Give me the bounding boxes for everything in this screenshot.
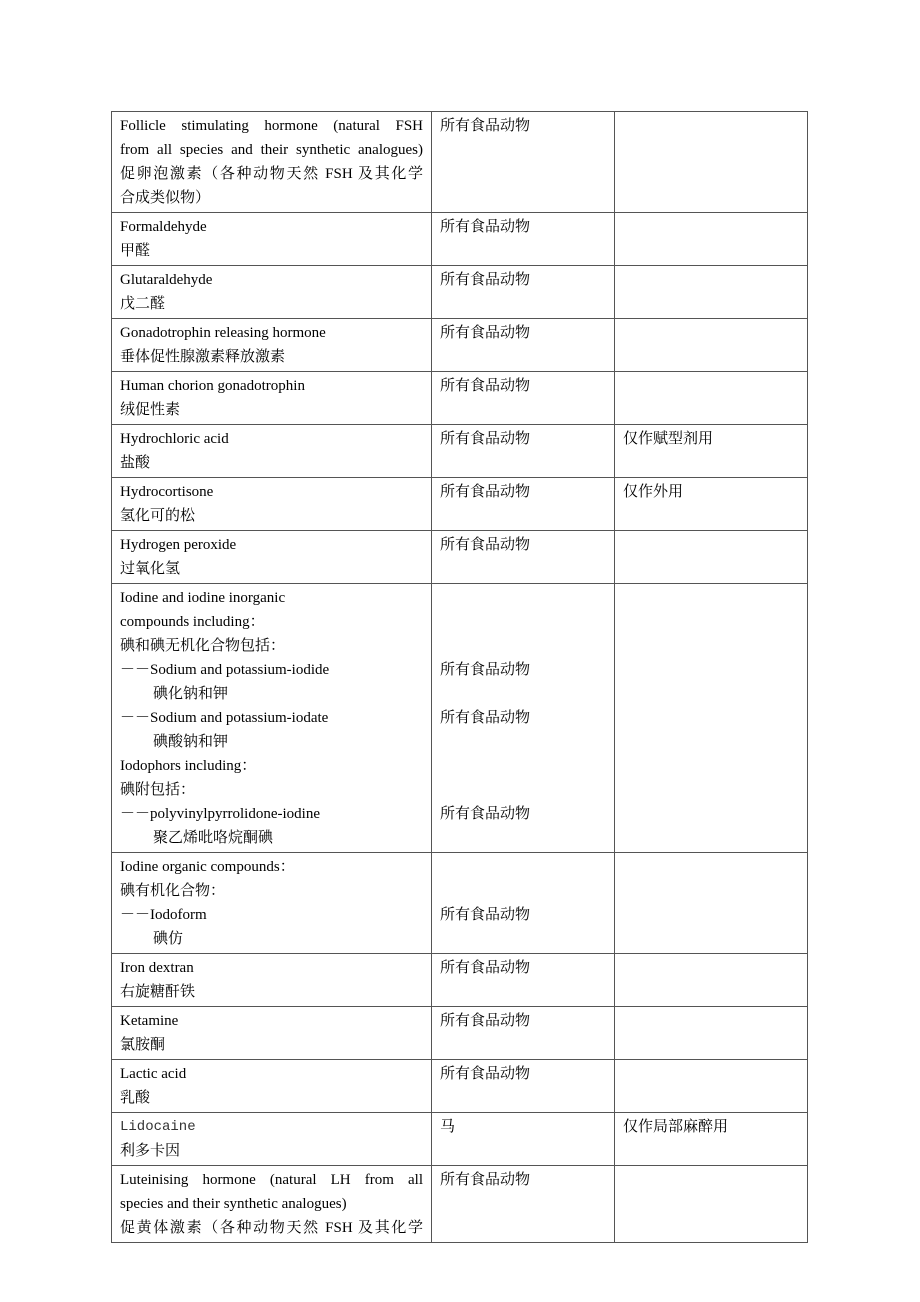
table-row [112, 531, 808, 584]
substance-cell: Iodine organic compounds： 碘有机化合物： －－Iodoform 碘仿 [112, 853, 432, 954]
table-row [112, 1007, 808, 1060]
conditions-cell [615, 954, 808, 1007]
conditions-cell: 仅作赋型剂用 [615, 425, 808, 478]
conditions-cell [615, 853, 808, 954]
species-cell: 所有食品动物 [432, 1166, 615, 1243]
species-cell: 所有食品动物 [432, 478, 615, 531]
conditions-cell [615, 372, 808, 425]
table-row [112, 112, 808, 213]
species-cell: 所有食品动物 [432, 1060, 615, 1113]
conditions-cell [615, 1007, 808, 1060]
species-cell: 所有食品动物 所有食品动物 所有食品动物 [432, 584, 615, 853]
substance-cell: Lactic acid 乳酸 [112, 1060, 432, 1113]
species-cell: 所有食品动物 [432, 266, 615, 319]
table-row [112, 425, 808, 478]
species-cell: 所有食品动物 [432, 372, 615, 425]
species-cell: 所有食品动物 [432, 112, 615, 213]
conditions-cell [615, 1060, 808, 1113]
conditions-cell [615, 1166, 808, 1243]
substance-cell: Formaldehyde 甲醛 [112, 213, 432, 266]
substance-cell: Iron dextran 右旋糖酐铁 [112, 954, 432, 1007]
substance-cell: Glutaraldehyde 戊二醛 [112, 266, 432, 319]
species-cell: 所有食品动物 [432, 425, 615, 478]
table-row [112, 478, 808, 531]
substance-table [111, 111, 808, 1243]
conditions-cell [615, 266, 808, 319]
table-row [112, 853, 808, 954]
table-row [112, 213, 808, 266]
conditions-cell [615, 213, 808, 266]
species-cell: 所有食品动物 [432, 853, 615, 954]
species-cell: 所有食品动物 [432, 1007, 615, 1060]
table-row [112, 1166, 808, 1243]
species-cell: 所有食品动物 [432, 213, 615, 266]
species-cell: 马 [432, 1113, 615, 1166]
table-row [112, 954, 808, 1007]
substance-cell: Luteinising hormone (natural LH from all species and their synthetic analogues) 促黄体激素（各种动物天然 FSH 及其化学 [112, 1166, 432, 1243]
substance-cell: Iodine and iodine inorganic compounds including： 碘和碘无机化合物包括： －－Sodium and potassium-iodide 碘化钠和钾 －－Sodium and potassium-iodate 碘酸钠和钾 Iodophors including： 碘附包括： －－polyvinylpyrrolidone-iodine 聚乙烯吡咯烷酮碘 [112, 584, 432, 853]
substance-cell: Human chorion gonadotrophin 绒促性素 [112, 372, 432, 425]
table-row [112, 319, 808, 372]
substance-cell: Follicle stimulating hormone (natural FSH from all species and their synthetic analogues) 促卵泡激素（各种动物天然 FSH 及其化学 合成类似物） [112, 112, 432, 213]
table-row [112, 372, 808, 425]
substance-cell: Hydrocortisone 氢化可的松 [112, 478, 432, 531]
species-cell: 所有食品动物 [432, 319, 615, 372]
conditions-cell [615, 584, 808, 853]
conditions-cell [615, 319, 808, 372]
substance-cell: Gonadotrophin releasing hormone 垂体促性腺激素释放激素 [112, 319, 432, 372]
table-row [112, 266, 808, 319]
table-row [112, 584, 808, 853]
table-row [112, 1060, 808, 1113]
substance-cell: Hydrochloric acid 盐酸 [112, 425, 432, 478]
substance-cell: Lidocaine 利多卡因 [112, 1113, 432, 1166]
substance-cell: Ketamine 氯胺酮 [112, 1007, 432, 1060]
conditions-cell: 仅作外用 [615, 478, 808, 531]
conditions-cell [615, 112, 808, 213]
species-cell: 所有食品动物 [432, 954, 615, 1007]
conditions-cell: 仅作局部麻醉用 [615, 1113, 808, 1166]
substance-cell: Hydrogen peroxide 过氧化氢 [112, 531, 432, 584]
species-cell: 所有食品动物 [432, 531, 615, 584]
conditions-cell [615, 531, 808, 584]
table-row [112, 1113, 808, 1166]
